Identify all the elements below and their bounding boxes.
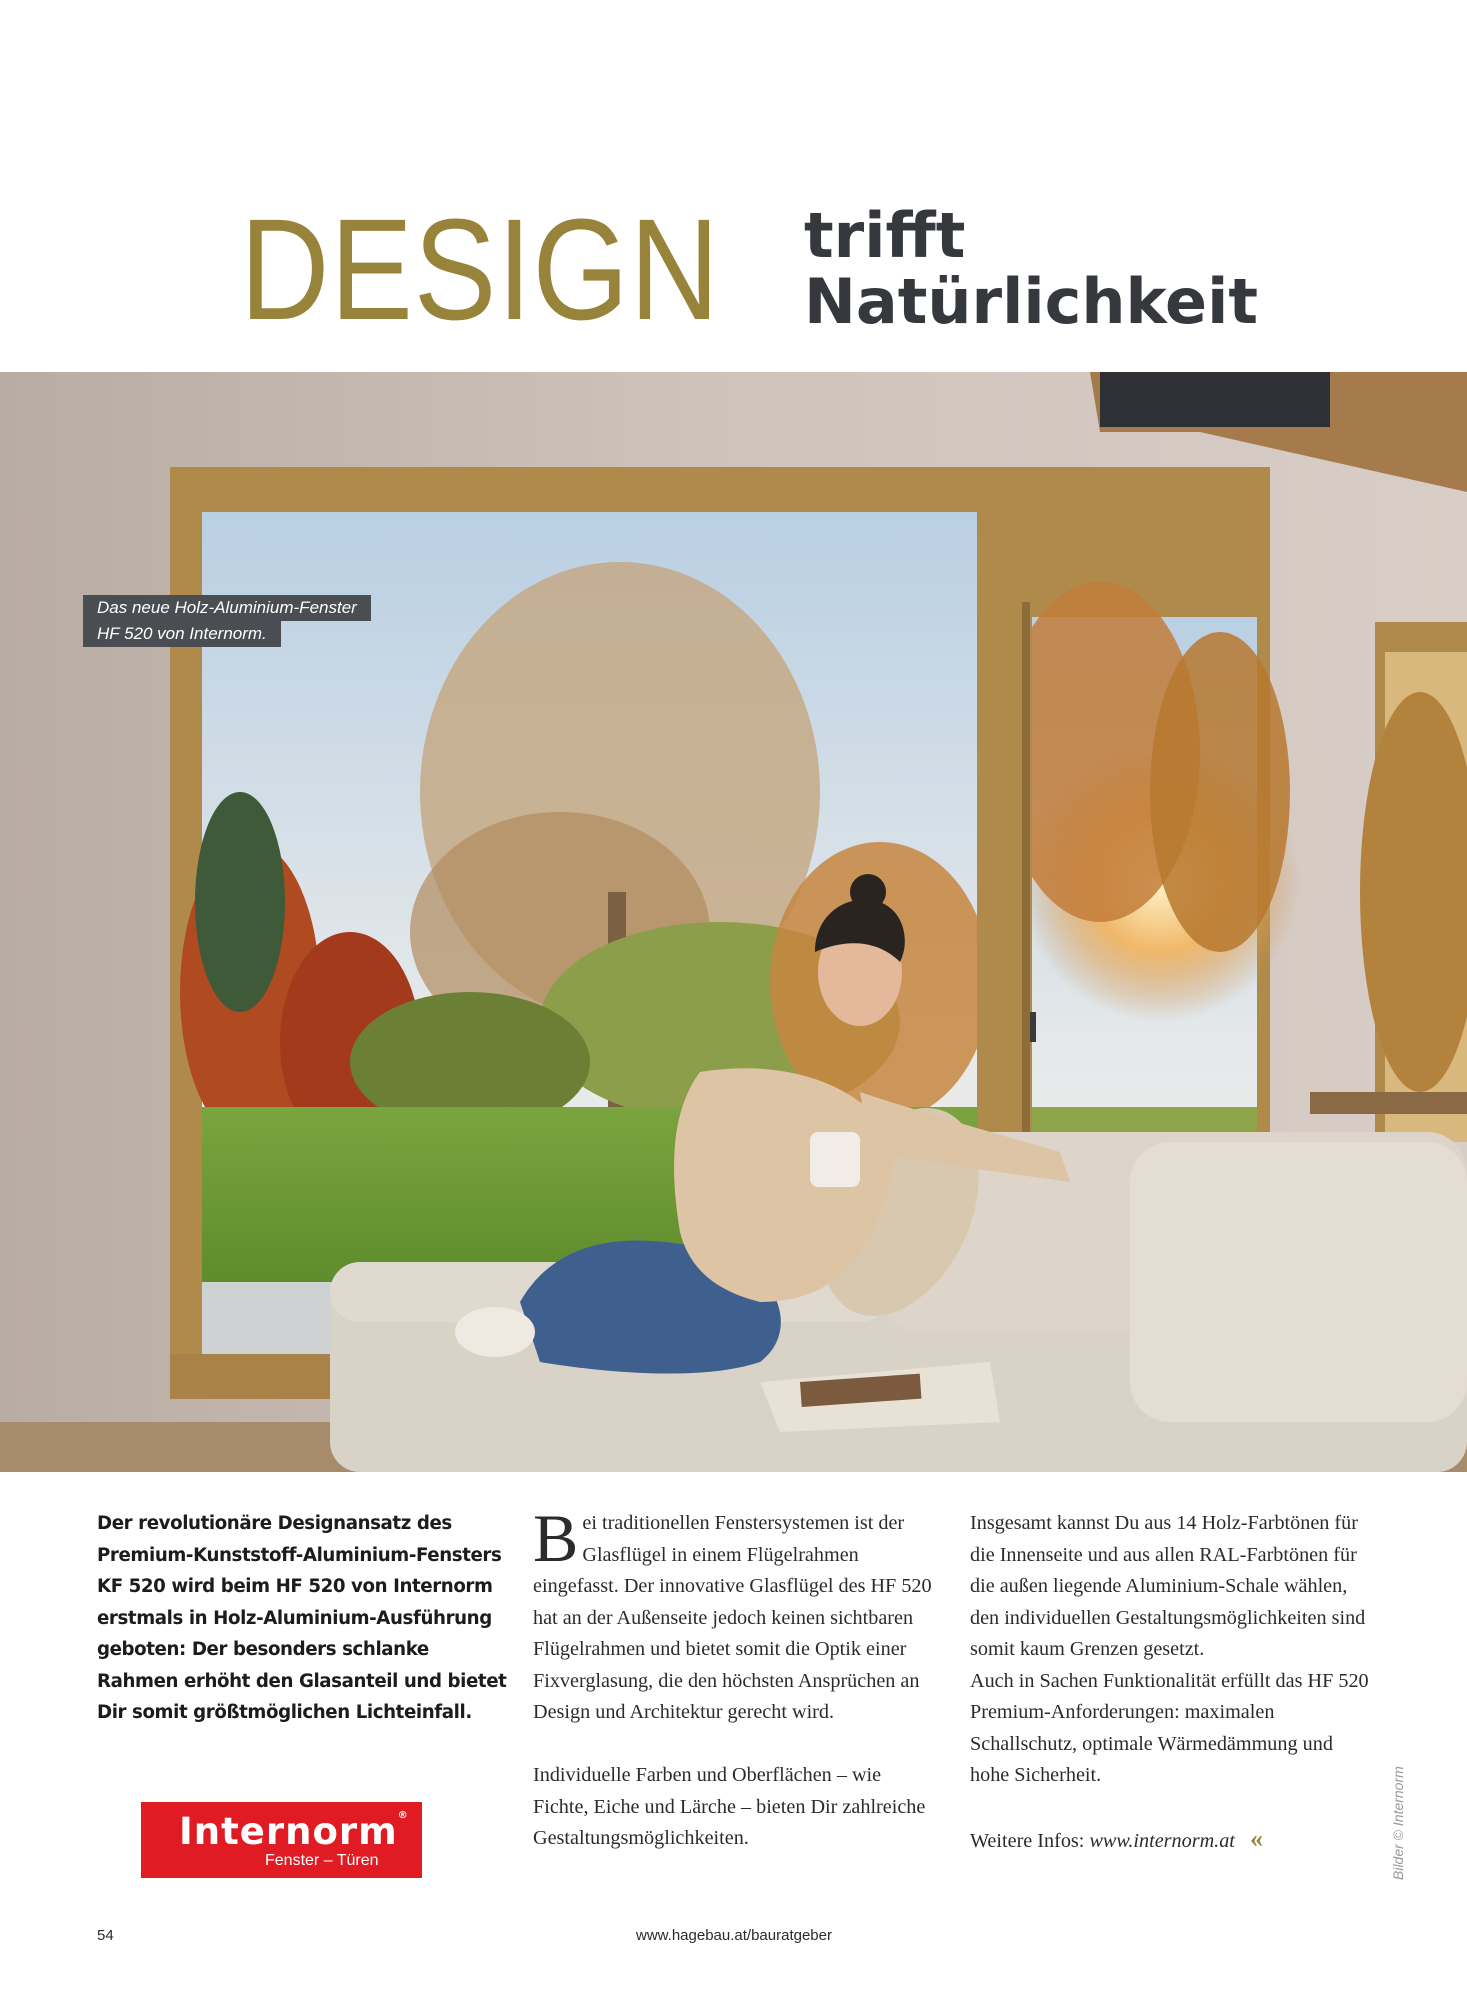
more-info-label: Weitere Infos: xyxy=(970,1830,1085,1852)
intro-column xyxy=(97,1508,507,1729)
logo-name: Internorm® xyxy=(179,1810,409,1853)
logo-subtitle: Fenster – Türen xyxy=(265,1852,379,1869)
dropcap: B xyxy=(533,1500,579,1576)
end-mark: « xyxy=(1249,1824,1263,1853)
body-column-3 xyxy=(970,1508,1370,1858)
paragraph-2: Individuelle Farben und Oberflächen – wie Fichte, Eiche und Lärche – bieten Dir zahlreiche Gestaltungsmöglichkeiten. xyxy=(533,1764,926,1849)
paragraph-1-text: ei traditionellen Fenstersystemen ist der Glasflügel in einem Flügelrahmen eingefasst. Der innovative Glasflügel des HF 520 hat an der Außenseite jedoch keinen sichtbaren Flügelrahmen und bietet somit die Optik einer Fixverglasung, die den höchsten Ansprüchen an Design und Architektur gerecht wird. xyxy=(533,1512,932,1723)
image-credit: Bilder © Internorm xyxy=(1390,1766,1406,1880)
paragraph-1 xyxy=(533,1500,933,1729)
internorm-link[interactable]: www.internorm.at xyxy=(1089,1830,1235,1852)
headline xyxy=(0,189,1467,355)
page-number: 54 xyxy=(97,1927,114,1944)
paragraph-4: Auch in Sachen Funktionalität erfüllt das HF 520 Premium-Anforderungen: maximalen Schallschutz, optimale Wärmedämmung und hohe Sicherheit. xyxy=(970,1669,1369,1786)
paragraph-3: Insgesamt kannst Du aus 14 Holz-Farbtönen für die Innenseite und aus allen RAL-Farbtönen für die außen liegende Aluminium-Schale wählen, den individuellen Gestaltungsmöglichkeiten sind somit kaum Grenzen gesetzt. xyxy=(970,1512,1366,1660)
caption-line2: HF 520 von Internorm. xyxy=(83,621,281,647)
headline-design: DESIGN xyxy=(240,189,720,350)
caption-line1: Das neue Holz-Aluminium-Fenster xyxy=(83,595,371,621)
body-column-2 xyxy=(533,1500,933,1855)
more-info xyxy=(970,1823,1370,1858)
internorm-logo xyxy=(141,1802,422,1878)
headline-line2: Natürlichkeit xyxy=(804,265,1258,338)
living-room-photo xyxy=(0,372,1467,1472)
footer-url[interactable]: www.hagebau.at/bauratgeber xyxy=(636,1927,832,1944)
intro-text: Der revolutionäre Designansatz des Premium-Kunststoff-Aluminium-Fensters KF 520 wird beim HF 520 von Internorm erstmals in Holz-Aluminium-Ausführung geboten: Der besonders schlanke Rahmen erhöht den Glasanteil und bietet Dir somit größtmöglichen Lichteinfall. xyxy=(97,1513,507,1723)
headline-line1: trifft xyxy=(804,199,966,272)
headline-subtitle xyxy=(804,199,1258,338)
photo-caption xyxy=(83,595,371,647)
